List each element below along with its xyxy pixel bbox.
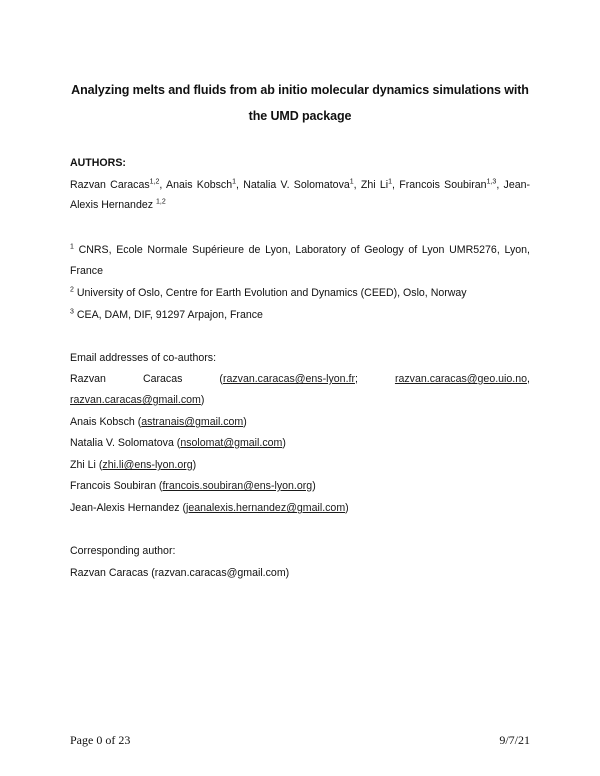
- author-affiliation-mark: 1,3: [486, 178, 497, 186]
- contact-last-name: Caracas: [142, 373, 183, 385]
- affiliation-number: 2: [70, 286, 74, 294]
- email-entry: Francois Soubiran (francois.soubiran@ens-lyon.org): [70, 480, 316, 492]
- email-entry: Natalia V. Solomatova (nsolomat@gmail.com): [70, 437, 286, 449]
- email-section-heading: Email addresses of co-authors:: [70, 352, 217, 364]
- author-affiliation-mark: 1,2: [149, 178, 160, 186]
- email-link[interactable]: astranais@gmail.com: [141, 416, 244, 428]
- contact-first-name: Razvan: [70, 373, 106, 385]
- page-date: 9/7/21: [499, 733, 530, 747]
- email-link[interactable]: francois.soubiran@ens-lyon.org: [162, 480, 313, 492]
- affiliation-3: $^3$ CEA, DAM, DIF, 91297 Arpajon, France: [70, 308, 263, 321]
- page-number: Page 0 of 23: [70, 733, 131, 747]
- paper-title-line-2: the UMD package: [248, 109, 352, 123]
- email-link[interactable]: razvan.caracas@geo.uio.no: [394, 373, 528, 385]
- email-entry-caracas: [70, 373, 530, 385]
- affiliation-number: 1: [70, 243, 74, 251]
- author-name: Anais Kobsch: [166, 179, 233, 191]
- author-name: Razvan Caracas: [70, 179, 150, 191]
- author-list-line-2: [70, 199, 166, 211]
- email-group: (razvan.caracas@ens-lyon.fr;: [219, 373, 358, 385]
- email-link[interactable]: jeanalexis.hernandez@gmail.com: [186, 502, 346, 514]
- email-entry: Anais Kobsch (astranais@gmail.com): [70, 416, 247, 428]
- author-affiliation-mark: 1: [388, 178, 393, 186]
- author-name: Jean-: [503, 179, 531, 191]
- affiliation-2: $^2$ University of Oslo, Centre for Earth Evolution and Dynamics (CEED), Oslo, Norway: [70, 286, 467, 299]
- author-affiliation-mark: 1,2: [155, 198, 166, 206]
- corresponding-author-heading: Corresponding author:: [70, 545, 176, 557]
- author-affiliation-mark: 1: [349, 178, 354, 186]
- author-list-line-1: Razvan Caracas$^{1,2}$, Anais Kobsch$^1$, Natalia V. Solomatova$^1$, Zhi Li$^1$, Francois Soubiran$^{1,3}$, Jean-: [70, 178, 531, 191]
- paper-title-line-1: Analyzing melts and fluids from ab initio molecular dynamics simulations with: [71, 83, 529, 97]
- email-group: razvan.caracas@geo.uio.no,: [394, 373, 530, 385]
- email-entry: Zhi Li (zhi.li@ens-lyon.org): [70, 459, 197, 471]
- affiliation-1: $^1$ CNRS, Ecole Normale Supérieure de Lyon, Laboratory of Geology of Lyon UMR5276, Lyon,: [70, 243, 530, 256]
- email-entry-caracas-continued: razvan.caracas@gmail.com): [70, 394, 205, 406]
- email-link[interactable]: razvan.caracas@gmail.com: [70, 394, 201, 406]
- affiliation-number: 3: [70, 308, 74, 316]
- email-link[interactable]: razvan.caracas@ens-lyon.fr: [222, 373, 355, 385]
- author-name: Zhi Li: [360, 179, 389, 191]
- author-name: Alexis Hernandez: [70, 199, 154, 211]
- email-link[interactable]: zhi.li@ens-lyon.org: [102, 459, 193, 471]
- email-entry: Jean-Alexis Hernandez (jeanalexis.hernandez@gmail.com): [70, 502, 349, 514]
- affiliation-1-continued: France: [70, 265, 103, 277]
- author-name: Natalia V. Solomatova: [243, 179, 350, 191]
- author-affiliation-mark: 1: [232, 178, 237, 186]
- email-link[interactable]: nsolomat@gmail.com: [180, 437, 283, 449]
- corresponding-author: Razvan Caracas (razvan.caracas@gmail.com): [70, 567, 290, 579]
- author-name: Francois Soubiran: [399, 179, 487, 191]
- authors-heading: AUTHORS:: [70, 157, 126, 169]
